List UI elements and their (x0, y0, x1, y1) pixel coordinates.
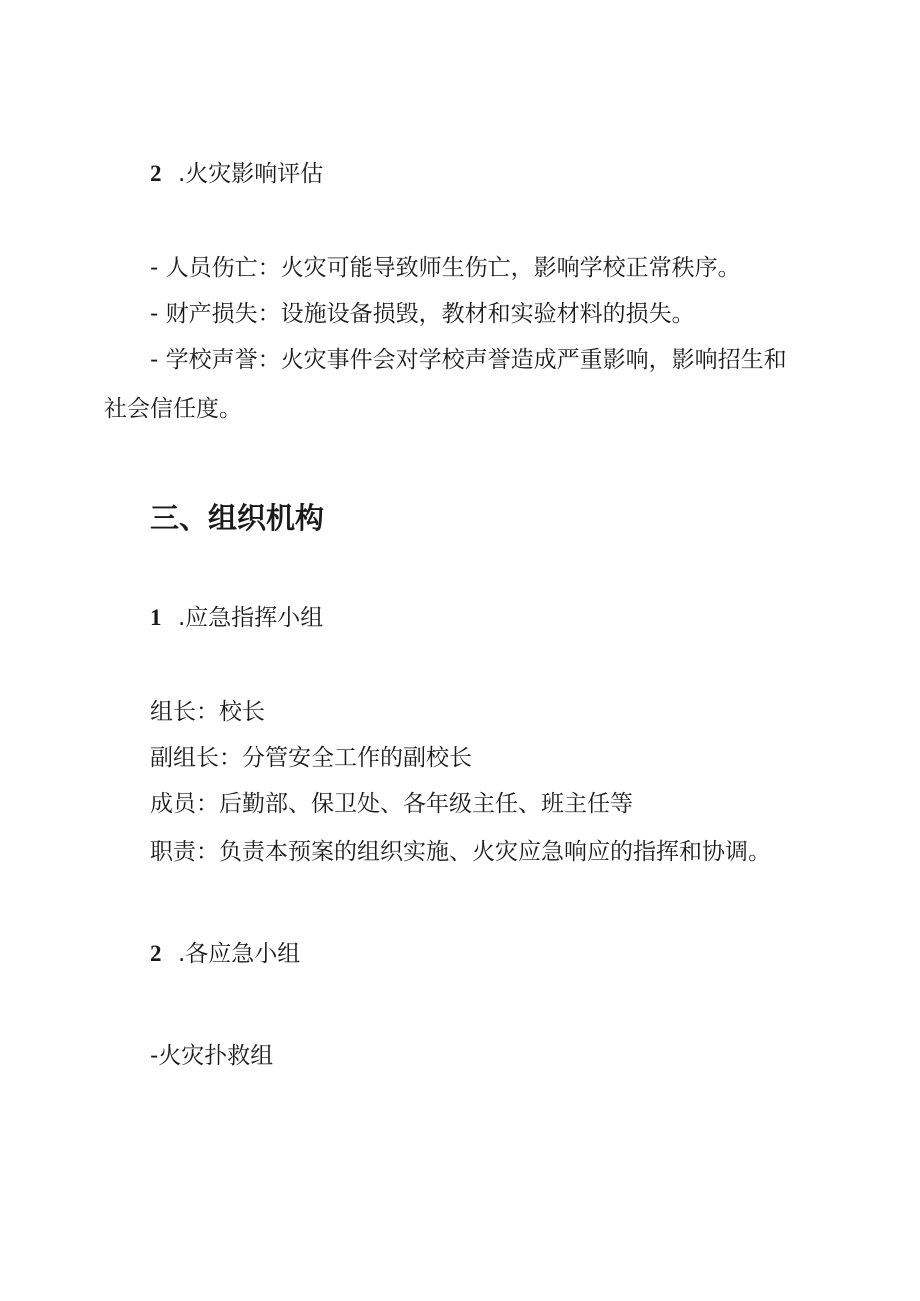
impact-item-reputation-continued: 社会信任度。 (104, 396, 242, 422)
duties-line: 职责：负责本预案的组织实施、火灾应急响应的指挥和协调。 (150, 839, 771, 865)
subsection-number: 2 (150, 161, 162, 186)
impact-item-casualties: - 人员伤亡：火灾可能导致师生伤亡，影响学校正常秩序。 (150, 255, 741, 281)
subsection-title: .火灾影响评估 (178, 161, 324, 187)
deputy-leader-line: 副组长：分管安全工作的副校长 (150, 745, 472, 771)
fire-fighting-group-item: -火灾扑救组 (150, 1043, 274, 1069)
impact-item-reputation: - 学校声誉：火灾事件会对学校声誉造成严重影响，影响招生和 (150, 347, 787, 373)
subsection-heading-command-group (150, 603, 323, 633)
subsection-heading-emergency-groups (150, 939, 300, 969)
subsection-title: .各应急小组 (178, 941, 301, 967)
impact-item-property: - 财产损失：设施设备损毁，教材和实验材料的损失。 (150, 301, 695, 327)
subsection-number: 1 (150, 605, 162, 630)
subsection-number: 2 (150, 941, 162, 966)
section-heading-organization: 三、组织机构 (150, 501, 325, 535)
subsection-title: .应急指挥小组 (178, 605, 324, 631)
subsection-heading-fire-impact (150, 159, 323, 189)
members-line: 成员：后勤部、保卫处、各年级主任、班主任等 (150, 791, 633, 817)
group-leader-line: 组长：校长 (150, 699, 265, 725)
